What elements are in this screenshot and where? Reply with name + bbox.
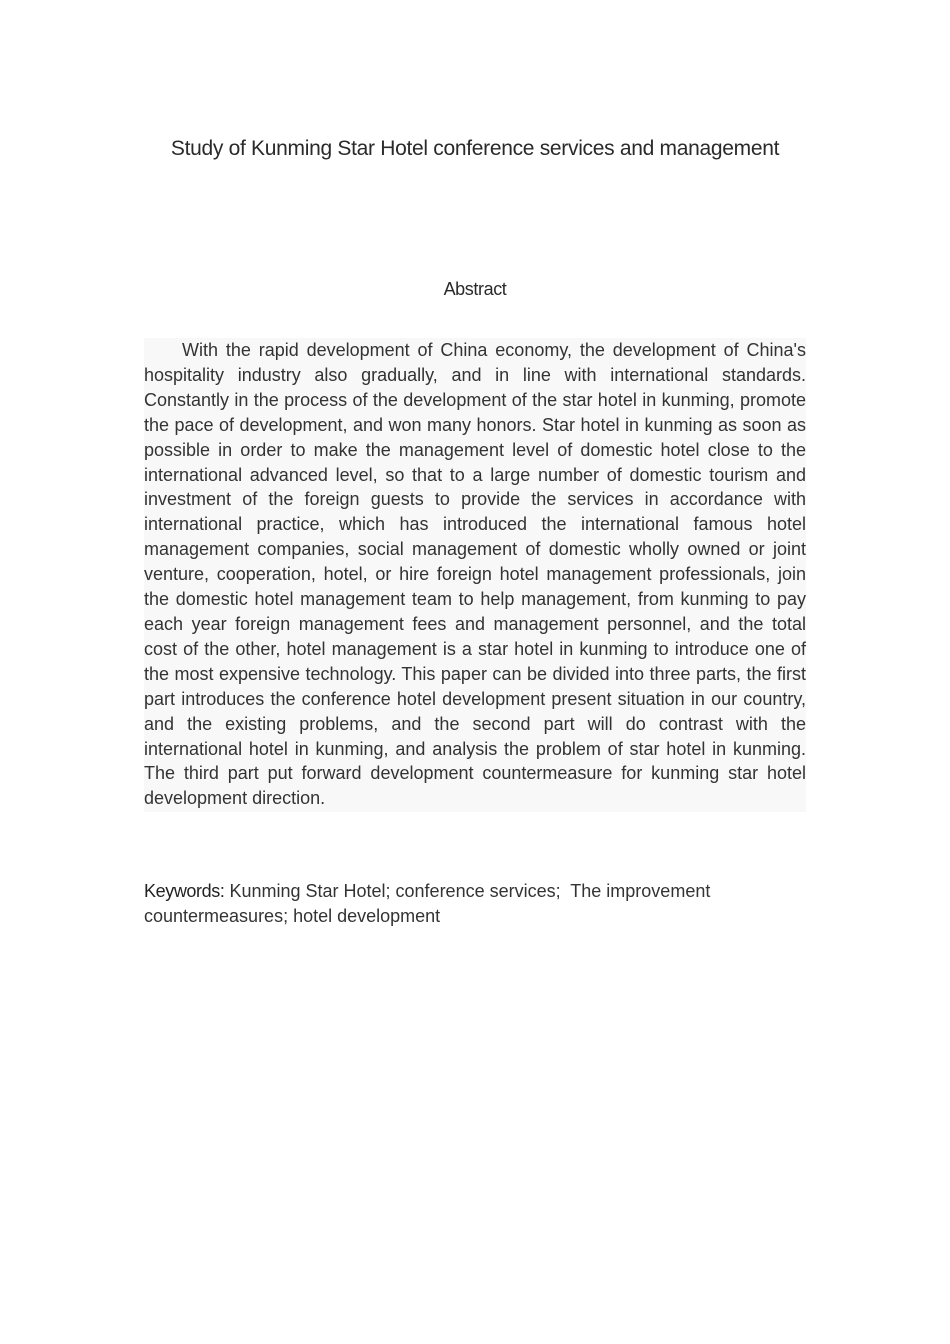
paper-title: Study of Kunming Star Hotel conference services and management (170, 137, 780, 160)
abstract-body: With the rapid development of China economy, the development of China's hospitality industry also gradually, and in line with international standards. Constantly in the process of the development of the star hotel in kunming, promote the pace of development, and won many honors. Star hotel in kunming as soon as possible in order to make the management level of domestic hotel close to the international advanced level, so that to a large number of domestic tourism and investment of the foreign guests to provide the services in accordance with international practice, which has introduced the international famous hotel management companies, social management of domestic wholly owned or joint venture, cooperation, hotel, or hire foreign hotel management professionals, join the domestic hotel management team to help management, from kunming to pay each year foreign management fees and management personnel, and the total cost of the other, hotel management is a star hotel in kunming to introduce one of the most expensive technology. This paper can be divided into three parts, the first part introduces the conference hotel development present situation in our country, and the existing problems, and the second part will do contrast with the international hotel in kunming, and analysis the problem of star hotel in kunming. The third part put forward development countermeasure for kunming star hotel development direction. (144, 338, 806, 812)
keywords-text: Kunming Star Hotel; conference services; The improvement countermeasures; hotel development (144, 881, 711, 926)
keywords-section (144, 879, 806, 929)
keywords-label: Keywords: (144, 881, 225, 901)
abstract-heading: Abstract (443, 279, 507, 299)
